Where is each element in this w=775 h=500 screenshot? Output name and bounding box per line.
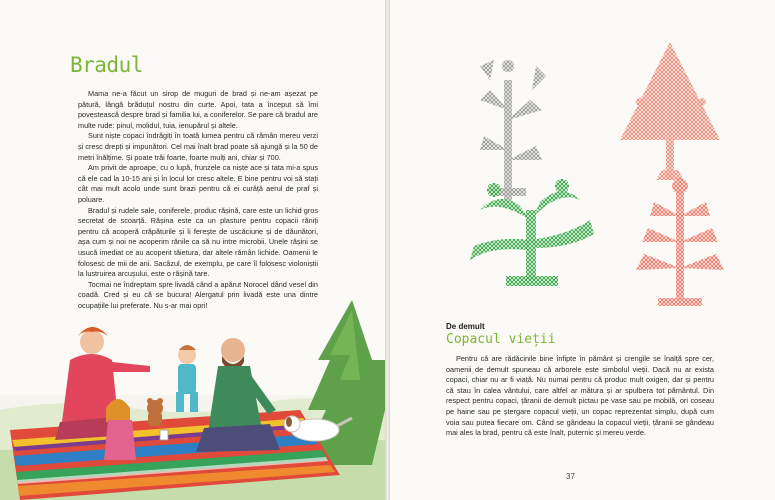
paragraph: Bradul și rudele sale, coniferele, produc rășină, care este un lichid gros secretat de scoarță. Rășina este ca un plasture pentru copacii răniți pentru că acoperă crăpăturile și îi ferește de uscăciune și de dăunători, așa cum și noi ne acoperim rănile ca să nu intre microbii. Unele rășini se usucă imediat ce au acoperit tăietura, dar altele rămân lichide. Oamenii le folosesc de mii de ani. Sacâzul, de exemplu, pe care îl folosesc violoniștii la lustruirea arcușului, este o rășină tare. — [78, 205, 318, 279]
paragraph: Sunt niște copaci îndrăgiți în toată lumea pentru că rămân mereu verzi și cresc drepți și impunători. Cel mai înalt brad poate să ajungă și la 50 de metri înălțime. Și poate trăi foarte, foarte mulți ani, chiar și 700. — [78, 131, 318, 162]
paragraph: Tocmai ne îndreptam spre livadă când a apărut Norocel dând vesel din coadă. Cred și eu că se bucura! Alergatul prin livadă este una dintre ocupațiile lui preferate. Nu s-ar mai opri! — [78, 279, 318, 310]
section-eyebrow: De demult — [446, 322, 485, 331]
right-body-text — [446, 354, 714, 439]
green-tree-motif-icon — [470, 179, 594, 286]
page-title: Bradul — [70, 53, 143, 77]
left-body-text — [78, 89, 318, 311]
salmon-tree-motif-icon — [620, 42, 720, 180]
teddy-bear-icon — [147, 398, 163, 426]
cup-icon — [160, 430, 168, 440]
family-picnic-illustration — [0, 300, 385, 500]
paragraph: Pentru că are rădăcinile bine înfipte în pământ și crengile se înalță spre cer, oamenii de demult spuneau că arborele este simbolul vieții. Dacă nu ar exista copaci, chiar nu ar fi viață. Nu numai pentru că produc mult oxigen, dar și pentru că stau în calea vântului, care altfel ar mătura și ar spulbera tot pământul. Din respect pentru copaci, țăranii de demult pictau pe vase sau pe mobilă, ori coseau pe haine sau pe ștergare copacul vieții, un copac reprezentat simplu, după cum voia sau putea fiecare om. Când se gândeau la copacul vieții, țăranii se gândeau mai ales la brad, pentru că este înalt, puternic și mereu verde. — [446, 354, 714, 438]
page-number: 37 — [566, 472, 575, 481]
tree-of-life-motifs — [450, 20, 760, 320]
left-page — [0, 0, 385, 500]
right-page — [390, 0, 775, 500]
paragraph: Am privit de aproape, cu o lupă, frunzele ca niște ace și tata mi-a spus că ele cad la 10-15 ani și în locul lor cresc altele. E bine pentru voi să stați cât mai mult acolo unde sunt brazi pentru că ei curăță aerul de praf și poluare. — [78, 163, 318, 204]
coral-tree-motif-icon — [636, 178, 724, 306]
section-title: Copacul vieții — [446, 332, 556, 347]
gray-tree-motif-icon — [480, 60, 546, 200]
paragraph: Mama ne-a făcut un sirop de muguri de brad și ne-am așezat pe pătură, lângă brăduțul nostru din curte. Apoi, tata a început să îmi povestească despre brad și familia lui, a coniferelor. Se pare că bradul are multe rude: pinul, molidul, tuia, ienupărul și altele. — [78, 89, 318, 130]
